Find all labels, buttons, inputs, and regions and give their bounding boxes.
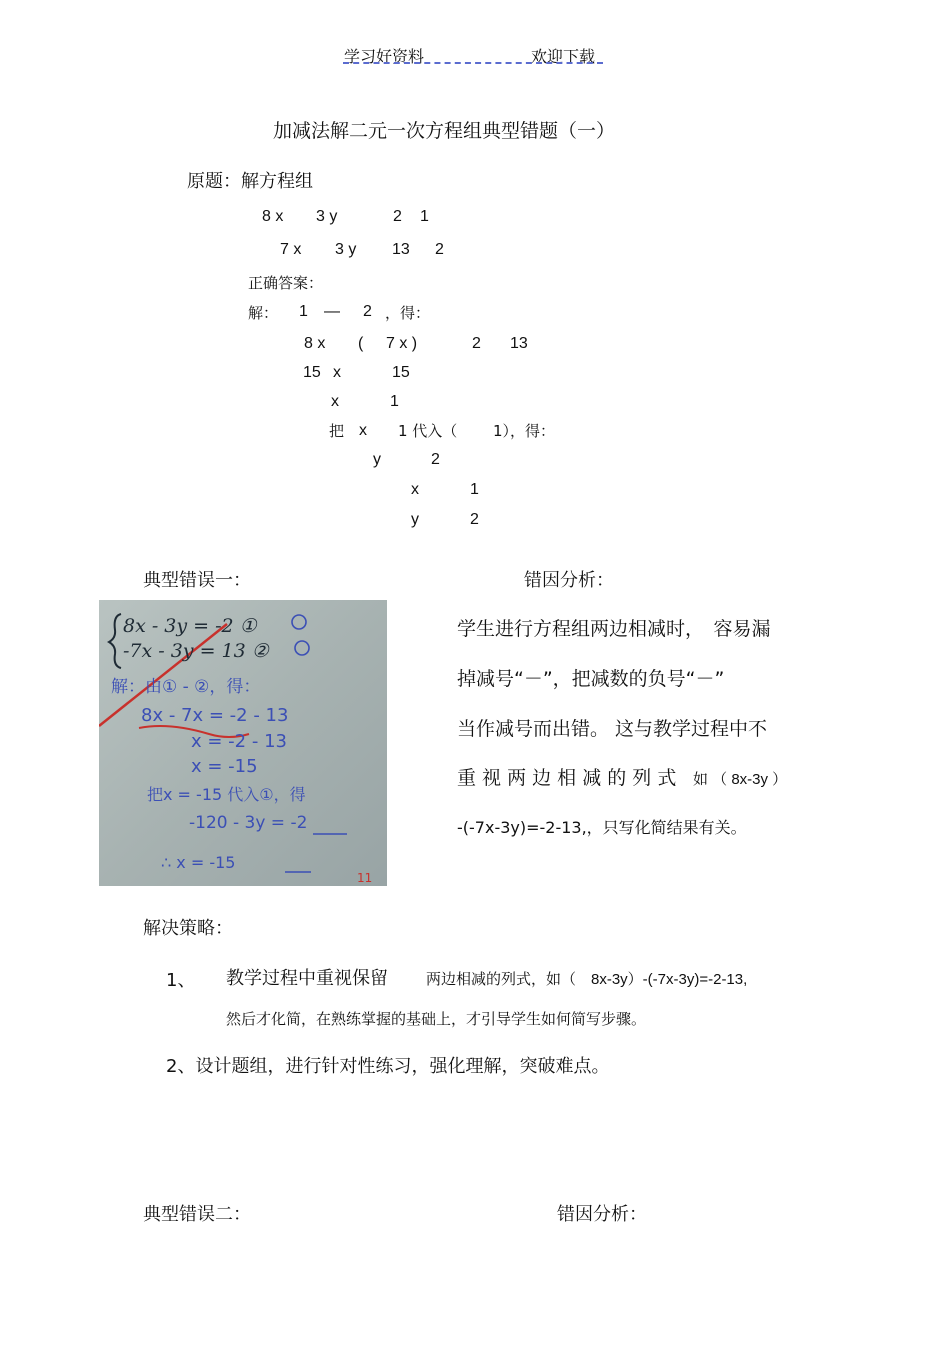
strategy-heading: 解决策略： [143,918,233,939]
strategy-item1-line2: 然后才化简，在熟练掌握的基础上，才引导学生如何简写步骤。 [226,1011,647,1028]
header-left: 学习好资料 [344,47,425,66]
page-title: 加减法解二元一次方程组典型错题（一） [273,120,616,142]
eq1-term1: 8 x [262,208,284,225]
photo-line-6: x = -15 [191,756,258,777]
step4-a: 把 [329,422,345,440]
step2-c: 15 [392,364,410,381]
answer-label: 正确答案： [248,274,324,292]
step5-b: 2 [431,451,440,468]
step3-a: x [331,393,339,410]
eq2-rhs: 13 [392,241,410,258]
analysis-line-2: 掉减号“－”，把减数的负号“－” [457,668,725,690]
photo-line-9: ∴ x = -15 [161,853,236,872]
header-divider [343,62,603,64]
result-y-val: 2 [470,511,479,528]
photo-line-1: 8x - 3y = -2 ① [123,615,257,637]
strategy-item2: 2、设计题组，进行针对性练习，强化理解，突破难点。 [166,1056,610,1077]
solve-eq-num2: 2 [363,303,372,320]
error1-heading: 典型错误一： [143,570,251,591]
strategy-item1-lead: 教学过程中重视保留 [226,968,388,989]
eq1-rhs: 2 [393,208,402,225]
step1-d: 2 [472,335,481,352]
photo-line-4: 8x - 7x = -2 - 13 [141,705,289,726]
photo-line-5: x = -2 - 13 [191,731,287,752]
header-right: 欢迎下载 [531,47,596,66]
step1-c: 7 x ) [386,335,418,352]
step2-a: 15 [303,364,321,381]
result-y-var: y [411,511,419,528]
analysis-inline-example: 如 （ 8x-3y ） [693,771,788,788]
eq2-number: 2 [435,241,444,258]
solve-suffix: ，得： [385,304,431,322]
photo-line-3: 解：由① - ②，得： [111,677,261,697]
eq1-term2: 3 y [316,208,338,225]
result-x-var: x [411,481,419,498]
student-work-photo [99,600,387,886]
analysis-line-4: 重 视 两 边 相 减 的 列 式 [457,767,677,789]
step1-a: 8 x [304,335,326,352]
eq2-term1: 7 x [280,241,302,258]
step3-b: 1 [390,393,399,410]
problem-label: 原题：解方程组 [187,171,313,192]
step4-d: 1），得： [493,422,556,440]
strategy-item1-detail: 两边相减的列式，如（ 8x-3y）-(-7x-3y)=-2-13, [426,971,748,988]
result-x-val: 1 [470,481,479,498]
error2-analysis-heading: 错因分析： [557,1204,647,1225]
step4-c: 1 代入（ [398,422,458,440]
error1-analysis-heading: 错因分析： [524,570,614,591]
error2-heading: 典型错误二： [143,1204,251,1225]
analysis-line-3: 当作减号而出错。 这与教学过程中不 [457,718,768,740]
step1-e: 13 [510,335,528,352]
photo-line-8: -120 - 3y = -2 [189,813,308,833]
analysis-line-1: 学生进行方程组两边相减时， 容易漏 [457,618,771,640]
solve-eq-num1: 1 [299,303,308,320]
step5-a: y [373,451,381,468]
eq2-term2: 3 y [335,241,357,258]
photo-line-2: -7x - 3y = 13 ② [123,640,269,662]
analysis-line-5: -(-7x-3y)=-2-13,，只写化简结果有关。 [457,818,747,837]
solve-prefix: 解： [248,304,279,322]
step4-b: x [359,422,367,439]
photo-line-7: 把x = -15 代入①，得 [147,785,306,804]
strategy-item1-number: 1、 [166,970,196,991]
step1-b: ( [358,335,364,352]
step2-b: x [333,364,341,381]
solve-minus: — [324,303,340,320]
photo-page-number: 11 [357,871,373,885]
eq1-number: 1 [420,208,429,225]
